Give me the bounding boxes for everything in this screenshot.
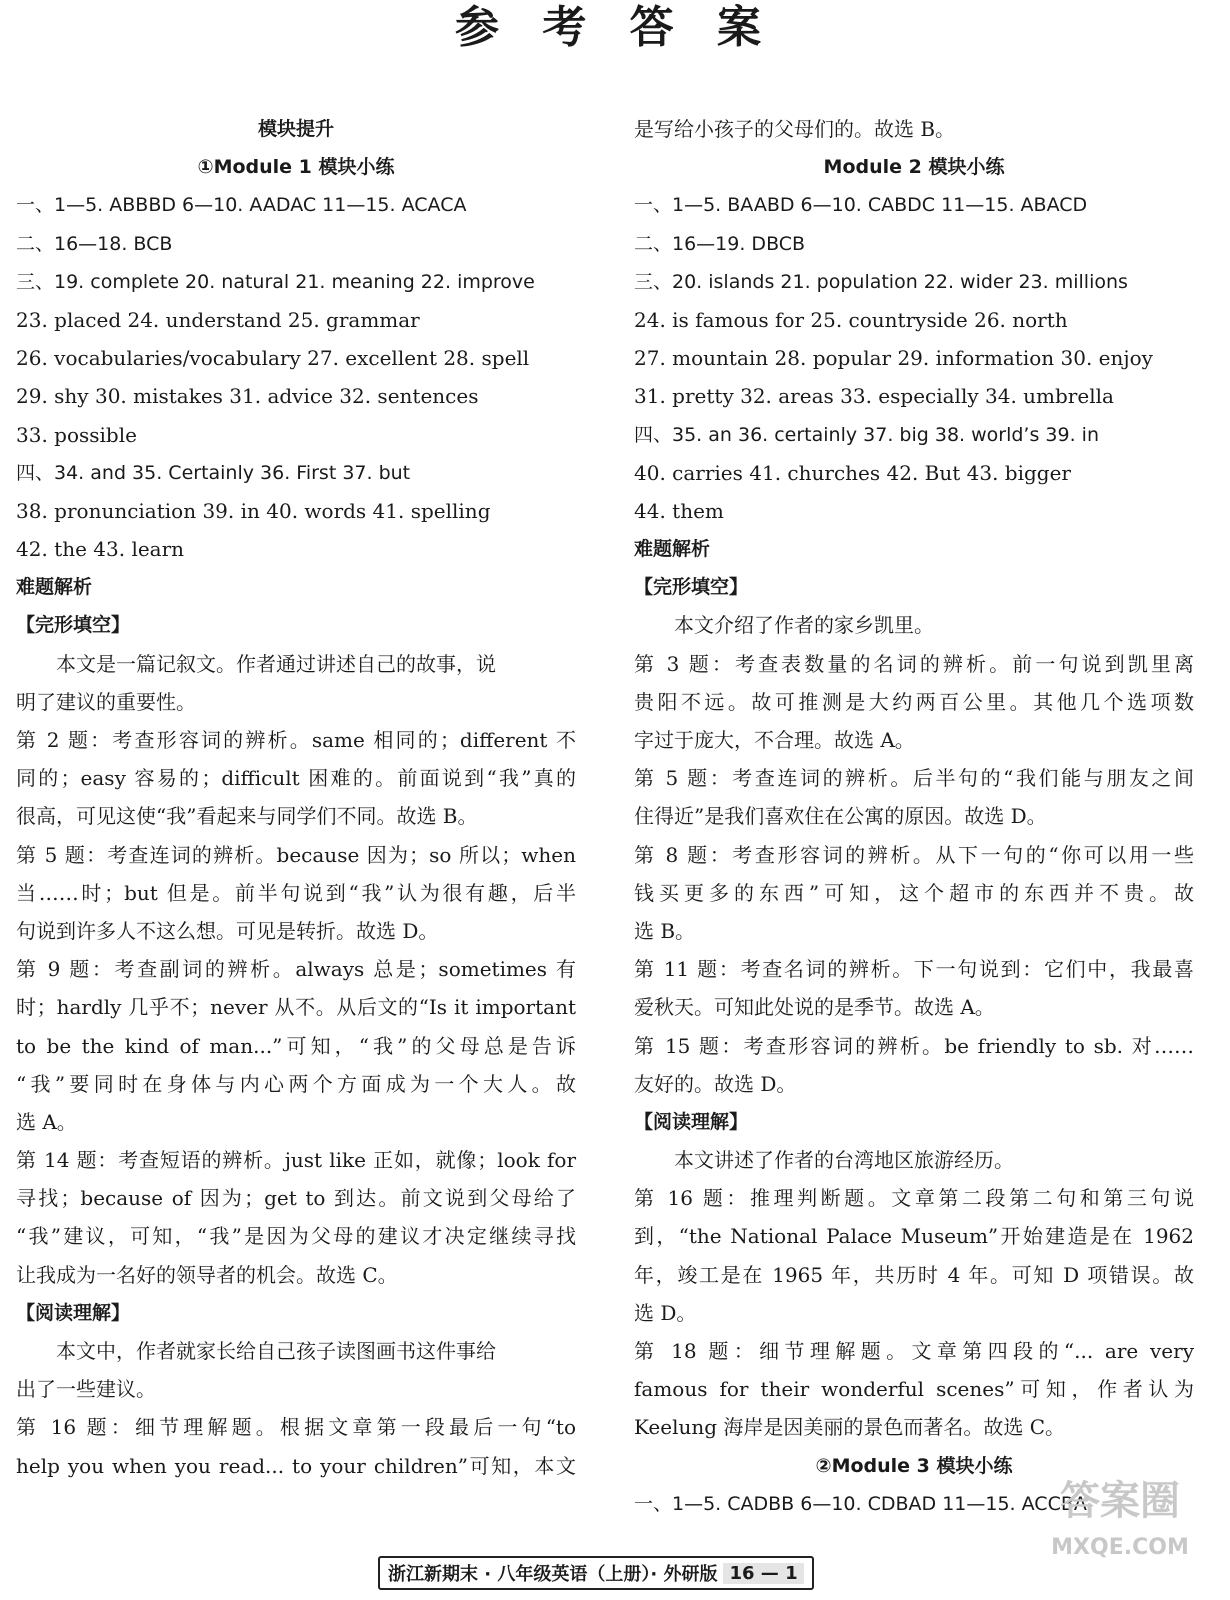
page-footer: [378, 1556, 814, 1590]
text-line: 40. carries 41. churches 42. But 43. bigger: [634, 460, 1071, 485]
text-line: 本文中，作者就家长给自己孩子读图画书这件事给: [56, 1339, 496, 1363]
text-line: 第 5 题：考查连词的辨析。because 因为；so 所以；when: [16, 842, 576, 867]
text-line: 第 9 题：考查副词的辨析。always 总是；sometimes 有: [16, 957, 576, 982]
text-line: to be the kind of man...”可知，“我”的父母总是告诉: [16, 1033, 576, 1058]
text-line: 第 14 题：考查短语的辨析。just like 正如，就像；look for: [16, 1148, 576, 1173]
text-line: 让我成为一名好的领导者的机会。故选 C。: [16, 1262, 398, 1287]
text-line: 二、16—19. DBCB: [634, 232, 806, 255]
text-line: 第 11 题：考查名词的辨析。下一句说到：它们中，我最喜: [634, 957, 1194, 982]
text-line: 24. is famous for 25. countryside 26. north: [634, 307, 1068, 332]
text-line: 寻找；because of 因为；get to 到达。前文说到父母给了: [16, 1186, 576, 1211]
footer-title: 浙江新期末 · 八年级英语（上册）· 外研版: [388, 1564, 718, 1585]
text-line: 爱秋天。可知此处说的是季节。故选 A。: [634, 995, 995, 1020]
text-line: 时；hardly 几乎不；never 从不。从后文的“Is it important: [16, 995, 576, 1020]
text-line: 钱买更多的东西”可知，这个超市的东西并不贵。故: [634, 880, 1194, 905]
text-line: 一、1—5. CADBB 6—10. CDBAD 11—15. ACCBA: [634, 1492, 1087, 1515]
text-line: 四、35. an 36. certainly 37. big 38. world’s 39. in: [634, 423, 1099, 446]
text-line: 一、1—5. ABBBD 6—10. AADAC 11—15. ACACA: [16, 194, 467, 217]
text-line: 第 16 题：细节理解题。根据文章第一段最后一句“to: [16, 1415, 576, 1440]
text-line: 第 15 题：考查形容词的辨析。be friendly to sb. 对……: [634, 1033, 1194, 1058]
text-line: 明了建议的重要性。: [16, 689, 196, 714]
text-line: 第 5 题：考查连词的辨析。后半句的“我们能与朋友之间: [634, 766, 1194, 791]
text-line: 本文讲述了作者的台湾地区旅游经历。: [674, 1148, 1014, 1173]
text-line: 难题解析: [16, 576, 93, 599]
text-line: 【阅读理解】: [16, 1301, 131, 1324]
text-line: 字过于庞大，不合理。故选 A。: [634, 728, 915, 752]
page-title: 参 考 答 案: [455, 2, 775, 53]
text-line: 第 18 题：细节理解题。文章第四段的“... are very: [634, 1339, 1194, 1363]
text-line: ①Module 1 模块小练: [197, 156, 395, 179]
watermark-sub: MXQE.COM: [1051, 1535, 1189, 1560]
text-line: 贵阳不远。故可推测是大约两百公里。其他几个选项数: [634, 689, 1194, 714]
text-line: “我”建议，可知，“我”是因为父母的建议才决定继续寻找: [16, 1224, 576, 1249]
text-line: 27. mountain 28. popular 29. information 30. enjoy: [634, 346, 1153, 371]
watermark-logo: [1020, 1470, 1220, 1590]
text-line: 一、1—5. BAABD 6—10. CABDC 11—15. ABACD: [634, 194, 1088, 217]
text-line: 到，“the National Palace Museum”开始建造是在 1962: [634, 1224, 1194, 1249]
text-line: 38. pronunciation 39. in 40. words 41. spelling: [16, 498, 491, 523]
text-line: 四、34. and 35. Certainly 36. First 37. but: [16, 461, 411, 484]
text-line: 29. shy 30. mistakes 31. advice 32. sentences: [16, 384, 479, 409]
text-line: 是写给小孩子的父母们的。故选 B。: [634, 117, 956, 141]
text-line: 很高，可见这使“我”看起来与同学们不同。故选 B。: [16, 804, 478, 829]
text-line: 本文介绍了作者的家乡凯里。: [674, 613, 934, 638]
text-line: 33. possible: [16, 422, 137, 447]
text-line: Module 2 模块小练: [823, 156, 1005, 179]
text-line: 第 16 题：推理判断题。文章第二段第二句和第三句说: [634, 1186, 1194, 1211]
text-line: 本文是一篇记叙文。作者通过讲述自己的故事，说: [56, 651, 496, 676]
text-line: 住得近”是我们喜欢住在公寓的原因。故选 D。: [634, 804, 1047, 829]
text-line: 42. the 43. learn: [16, 537, 185, 562]
text-line: 模块提升: [257, 118, 334, 140]
text-line: 三、19. complete 20. natural 21. meaning 22. improve: [16, 270, 535, 293]
text-line: Keelung 海岸是因美丽的景色而著名。故选 C。: [634, 1415, 1066, 1440]
watermark-main: 答案圈: [1060, 1478, 1180, 1524]
text-line: 难题解析: [634, 538, 711, 561]
text-line: “我”要同时在身体与内心两个方面成为一个大人。故: [16, 1071, 576, 1096]
text-line: 【完形填空】: [634, 576, 749, 599]
text-line: 【完形填空】: [16, 614, 131, 637]
right-column: [634, 110, 1194, 1523]
text-line: 选 B。: [634, 918, 696, 943]
text-line: 第 3 题：考查表数量的名词的辨析。前一句说到凯里离: [634, 651, 1194, 676]
text-line: 23. placed 24. understand 25. grammar: [16, 307, 420, 332]
text-line: 友好的。故选 D。: [634, 1071, 797, 1096]
text-line: 第 8 题：考查形容词的辨析。从下一句的“你可以用一些: [634, 842, 1194, 867]
text-line: 句说到许多人不这么想。可见是转折。故选 D。: [16, 918, 439, 943]
text-line: 44. them: [634, 498, 724, 523]
page-number: 16 — 1: [723, 1563, 803, 1584]
left-column: [16, 110, 576, 1485]
text-line: help you when you read... to your children”可知，本文: [16, 1453, 576, 1478]
text-line: 当……时；but 但是。前半句说到“我”认为很有趣，后半: [16, 880, 576, 905]
text-line: 26. vocabularies/vocabulary 27. excellent 28. spell: [16, 346, 530, 371]
text-line: 【阅读理解】: [634, 1110, 749, 1133]
text-line: 年，竣工是在 1965 年，共历时 4 年。可知 D 项错误。故: [634, 1262, 1194, 1287]
text-line: 二、16—18. BCB: [16, 232, 173, 255]
text-line: famous for their wonderful scenes”可知，作者认为: [634, 1377, 1194, 1402]
text-line: 第 2 题：考查形容词的辨析。same 相同的；different 不: [16, 728, 576, 752]
text-line: 31. pretty 32. areas 33. especially 34. umbrella: [634, 384, 1114, 409]
text-line: ②Module 3 模块小练: [815, 1454, 1013, 1477]
text-line: 出了一些建议。: [16, 1377, 156, 1402]
text-line: 三、20. islands 21. population 22. wider 23. millions: [634, 270, 1128, 293]
text-line: 选 A。: [16, 1109, 77, 1134]
text-line: 同的；easy 容易的；difficult 困难的。前面说到“我”真的: [16, 766, 576, 791]
text-line: 选 D。: [634, 1300, 697, 1325]
